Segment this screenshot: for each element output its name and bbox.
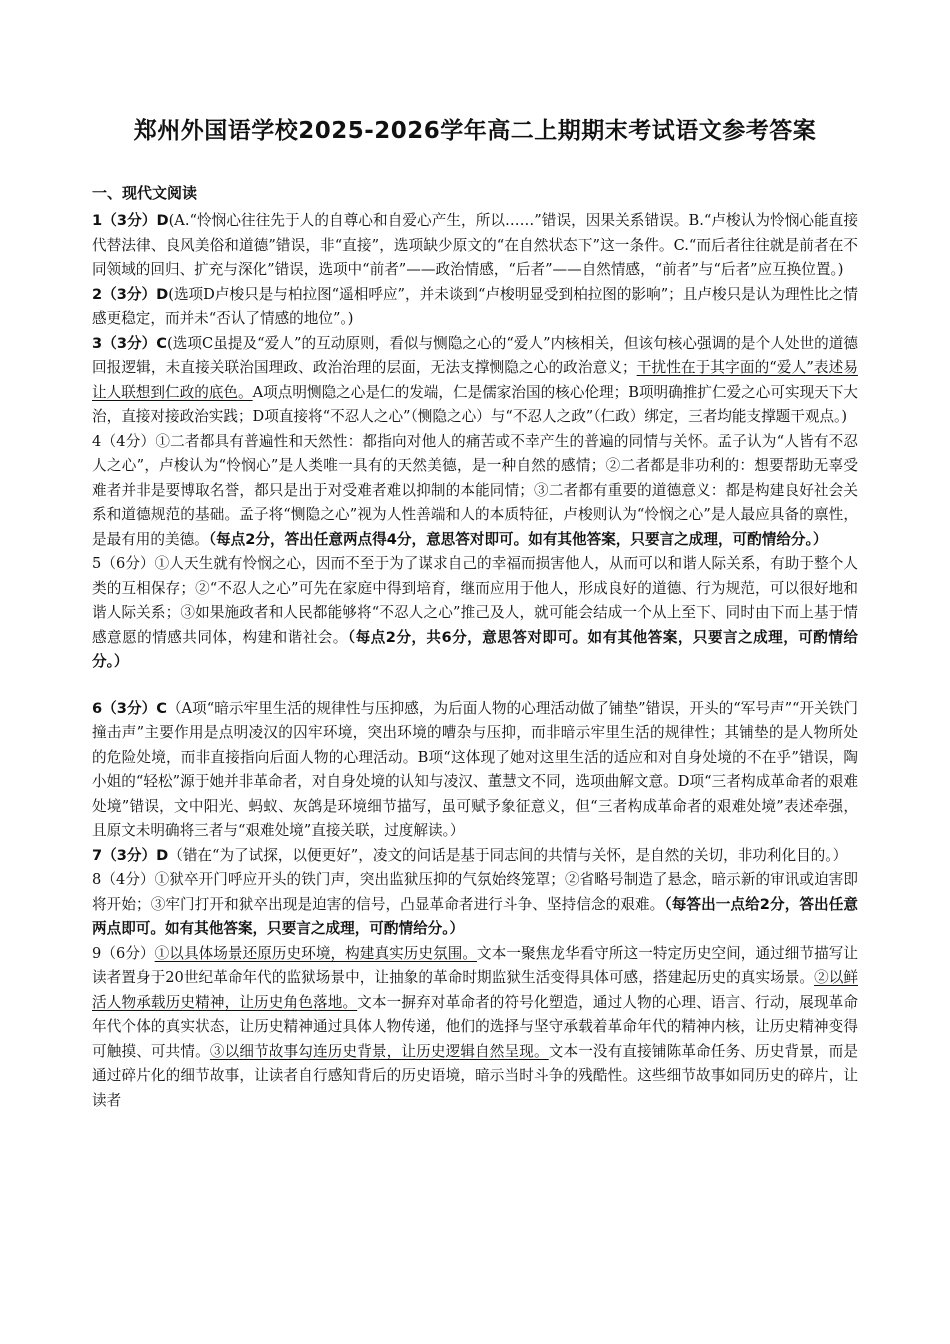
answer-text: A项点明恻隐之心是仁的发端，仁是儒家治国的核心伦理；B项明确推扩仁爱之心可实现天下大治，直接对接政治实践；D项直接将“不忍人之心”（恻隐之心）与“不忍人之政”（仁政）绑定，三者均能支撑题干观点。) bbox=[92, 383, 858, 425]
underlined-text: 干扰性在于其字面的“爱人”表述易让人联想到仁政的底色。 bbox=[92, 359, 858, 401]
document-title: 郑州外国语学校2025-2026学年高二上期期末考试语文参考答案 bbox=[133, 118, 817, 144]
answer-number: 5（6分） bbox=[92, 555, 155, 572]
answer-text: (选项D卢梭只是与柏拉图“遥相呼应”，并未谈到“卢梭明显受到柏拉图的影响”；且卢梭只是认为理性比之情感更稳定，而并未“否认了情感的地位”。) bbox=[92, 285, 858, 327]
answer-number: 8（4分） bbox=[92, 871, 155, 888]
answer-text: ①人天生就有怜悯之心，因而不至于为了谋求自己的幸福而损害他人，从而可以和谐人际关系，有助于整个人类的互相保存；②“不忍人之心”可先在家庭中得到培育，继而应用于他人，形成良好的道德、行为规范，可以很好地和谐人际关系；③如果施政者和人民都能够将“不忍人之心”推己及人，就可能会结成一个从上至下、同时由下而上基于情感意愿的情感共同体，构建和谐社会。 bbox=[92, 555, 858, 646]
answer-number: 9（6分） bbox=[92, 944, 155, 962]
answer-text: 文本一聚焦龙华看守所这一特定历史空间，通过细节描写让读者置身于20世纪革命年代的监狱场景中，让抽象的革命时期监狱生活变得具体可感，搭建起历史的真实场景。 bbox=[92, 944, 858, 986]
answer-text: (A.“怜悯心往往先于人的自尊心和自爱心产生，所以……”错误，因果关系错误。B.“卢梭认为怜悯心能直接代替法律、良风美俗和道德”错误，非“直接”，选项缺少原文的“在自然状态下”这一条件。C.“而后者往往就是前者在不同领域的回归、扩充与深化”错误，选项中“前者”——政治情感，“后者”——自然情感，“前者”与“后者”应互换位置。) bbox=[92, 212, 858, 278]
underlined-text: ②以鲜活人物承载历史精神，让历史角色落地。 bbox=[92, 969, 858, 1011]
answer-number: 7（3分）D bbox=[92, 846, 169, 864]
answer-text: 文本一没有直接铺陈革命任务、历史背景，而是通过碎片化的细节故事，让读者自行感知背后的历史语境，暗示当时斗争的残酷性。这些细节故事如同历史的碎片，让读者 bbox=[92, 1042, 858, 1109]
answer-text: （错在“为了试探，以便更好”，凌文的问话是基于同志间的共情与关怀，是自然的关切，非功利化目的。） bbox=[168, 846, 848, 864]
answer-item-5 bbox=[92, 552, 858, 675]
spacer bbox=[92, 675, 858, 697]
answer-item-7 bbox=[92, 844, 858, 869]
answer-item-1 bbox=[92, 209, 858, 283]
answer-number: 2（3分）D bbox=[92, 285, 169, 303]
underlined-text: ③以细节故事勾连历史背景，让历史逻辑自然呈现。 bbox=[209, 1042, 549, 1060]
answer-text: ①二者都具有普遍性和天然性：都指向对他人的痛苦或不幸产生的普遍的同情与关怀。孟子认为“人皆有不忍人之心”，卢梭认为“怜悯心”是人类唯一具有的天然美德，是一种自然的感情；②二者都是非功利的：想要帮助无辜受难者并非是要博取名誉，都只是出于对受难者难以抑制的本能同情；③二者都有重要的道德意义：都是构建良好社会关系和道德规范的基础。孟子将“恻隐之心”视为人性善端和人的本质特征，卢梭则认为“怜悯之心”是人最应具备的禀性，是最有用的美德。 bbox=[92, 432, 858, 548]
answer-number: 6（3分）C bbox=[92, 699, 167, 717]
answer-item-2 bbox=[92, 283, 858, 332]
answer-number: 3（3分）C bbox=[92, 334, 168, 352]
answer-item-6 bbox=[92, 697, 858, 844]
scoring-note: （每点2分，共6分，意思答对即可。如有其他答案，只要言之成理，可酌情给分。） bbox=[92, 628, 858, 670]
answer-number: 1（3分）D bbox=[92, 212, 169, 229]
answer-item-9 bbox=[92, 942, 858, 1114]
section-heading: 一、现代文阅读 bbox=[92, 184, 198, 202]
answer-item-8 bbox=[92, 868, 858, 942]
answer-item-4 bbox=[92, 430, 858, 553]
underlined-text: ①以具体场景还原历史环境，构建真实历史氛围。 bbox=[154, 944, 478, 962]
scoring-note: （每答出一点给2分，答出任意两点即可。如有其他答案，只要言之成理，可酌情给分。） bbox=[92, 895, 858, 937]
answer-number: 4（4分） bbox=[92, 432, 156, 450]
answer-text: 文本一摒弃对革命者的符号化塑造，通过人物的心理、语言、行动，展现革命年代个体的真实状态，让历史精神通过具体人物传递，他们的选择与坚守承载着革命年代的精神内核，让历史精神变得可触摸、可共情。 bbox=[92, 993, 858, 1060]
answer-item-3 bbox=[92, 332, 858, 430]
answer-text: ①狱卒开门呼应开头的铁门声，突出监狱压抑的气氛始终笼罩；②省略号制造了悬念，暗示新的审讯或迫害即将开始；③牢门打开和狱卒出现是迫害的信号，凸显革命者进行斗争、坚持信念的艰难。 bbox=[92, 871, 858, 913]
answer-text: (选项C虽提及“爱人”的互动原则，看似与恻隐之心的“爱人”内核相关，但该句核心强调的是个人处世的道德回报逻辑，未直接关联治国理政、政治治理的层面，无法支撑恻隐之心的政治意义； bbox=[92, 334, 858, 376]
answer-text: （A项“暗示牢里生活的规律性与压抑感，为后面人物的心理活动做了铺垫”错误，开头的“军号声”“开关铁门撞击声”主要作用是点明凌汉的囚牢环境，突出环境的嘈杂与压抑，而非暗示牢里生活的规律性；其铺垫的是人物所处的危险处境，而非直接指向后面人物的心理活动。B项“这体现了她对这里生活的适应和对自身处境的不在乎”错误，陶小姐的“轻松”源于她并非革命者，对自身处境的认知与凌汉、董慧文不同，选项曲解文意。D项“三者构成革命者的艰难处境”错误，文中阳光、蚂蚁、灰鸽是环境细节描写，虽可赋予象征意义，但“三者构成革命者的艰难处境”表述牵强，且原文未明确将三者与“艰难处境”直接关联，过度解读。） bbox=[92, 699, 858, 839]
scoring-note: （每点2分，答出任意两点得4分，意思答对即可。如有其他答案，只要言之成理，可酌情给分。） bbox=[208, 530, 828, 548]
